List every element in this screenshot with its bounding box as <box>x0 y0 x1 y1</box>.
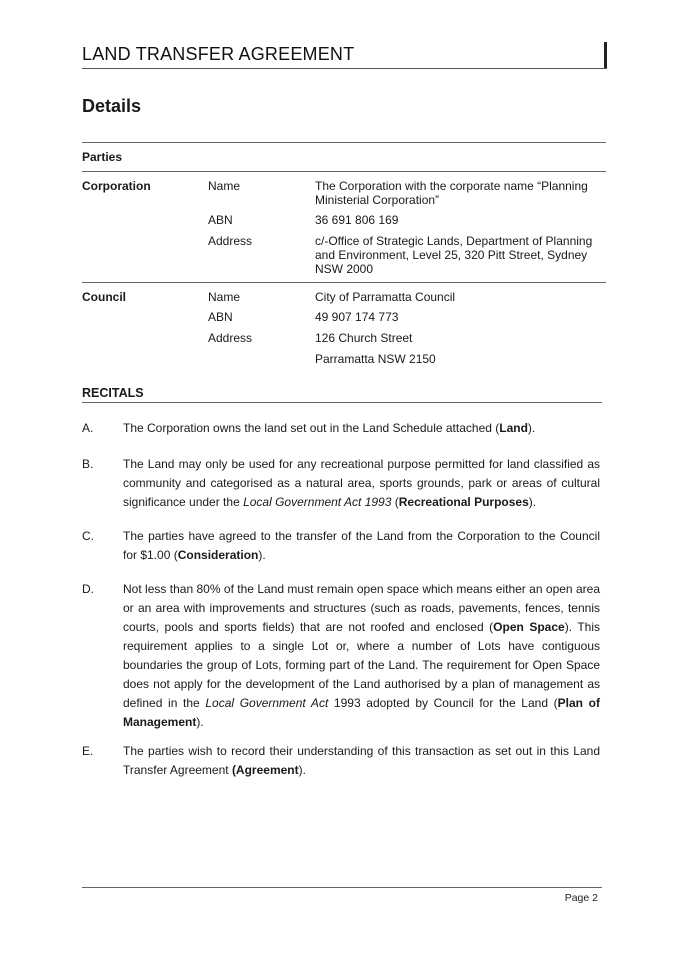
corporation-name-value: The Corporation with the corporate name “Planning Ministerial Corporation” <box>315 179 588 207</box>
recital-e <box>82 742 600 780</box>
recitals-heading: RECITALS <box>82 386 144 400</box>
corporation-abn-label: ABN <box>208 213 233 227</box>
parties-heading-rule <box>82 171 606 172</box>
council-role: Council <box>82 290 126 304</box>
corporation-abn-value: 36 691 806 169 <box>315 213 399 227</box>
recital-letter: B. <box>82 457 94 471</box>
footer-divider <box>82 887 602 888</box>
recital-text: The Corporation owns the land set out in the Land Schedule attached (Land). <box>123 421 536 435</box>
recital-letter: A. <box>82 421 94 435</box>
parties-middle-rule <box>82 282 606 283</box>
council-name-label: Name <box>208 290 241 304</box>
corporation-name-label: Name <box>208 179 241 193</box>
corporation-address-label: Address <box>208 234 253 248</box>
parties-top-rule <box>82 142 606 143</box>
recital-c <box>82 527 600 565</box>
council-abn-value: 49 907 174 773 <box>315 310 399 324</box>
recital-text: The parties have agreed to the transfer of the Land from the Corporation to the Council for $1.00 (Consideration). <box>123 529 600 562</box>
corporation-address-value: c/-Office of Strategic Lands, Department of Planning and Environment, Level 25, 320 Pitt Street, Sydney NSW 2000 <box>315 234 593 276</box>
council-name-value: City of Parramatta Council <box>315 290 456 304</box>
recital-text: The Land may only be used for any recreational purpose permitted for land classified as community and categorised as a natural area, sports grounds, park or areas of cultural significance under the Local Government Act 1993 (Recreational Purposes). <box>123 457 600 509</box>
header-divider <box>82 68 607 69</box>
recital-text: Not less than 80% of the Land must remain open space which means either an open area or an area with improvements and structures (such as roads, pavements, fences, tennis courts, pools and sports fields) that are not roofed and enclosed (Open Space). This requirement applies to a single Lot or, where a number of Lots have contiguous boundaries the group of Lots, forming part of the Land. The requirement for Open Space does not apply for the development of the Land authorised by a plan of management as defined in the Local Government Act 1993 adopted by Council for the Land (Plan of Management). <box>123 582 601 729</box>
council-address-label: Address <box>208 331 253 345</box>
recital-letter: E. <box>82 744 94 758</box>
recital-text: The parties wish to record their understanding of this transaction as set out in this Land Transfer Agreement (Agreement). <box>123 744 600 777</box>
council-address-line1: 126 Church Street <box>315 331 413 345</box>
page-number: Page 2 <box>564 892 598 904</box>
parties-heading: Parties <box>82 150 123 164</box>
details-heading: Details <box>82 96 142 116</box>
recital-b <box>82 455 600 512</box>
recitals-rule <box>82 402 602 403</box>
recital-d <box>82 580 600 732</box>
corporation-role: Corporation <box>82 179 151 193</box>
council-address-line2: Parramatta NSW 2150 <box>315 352 436 366</box>
recital-a <box>82 419 600 438</box>
header-marker-bar <box>604 42 607 69</box>
recital-letter: D. <box>82 582 94 596</box>
council-abn-label: ABN <box>208 310 233 324</box>
recital-letter: C. <box>82 529 94 543</box>
document-header-title: LAND TRANSFER AGREEMENT <box>82 44 355 64</box>
